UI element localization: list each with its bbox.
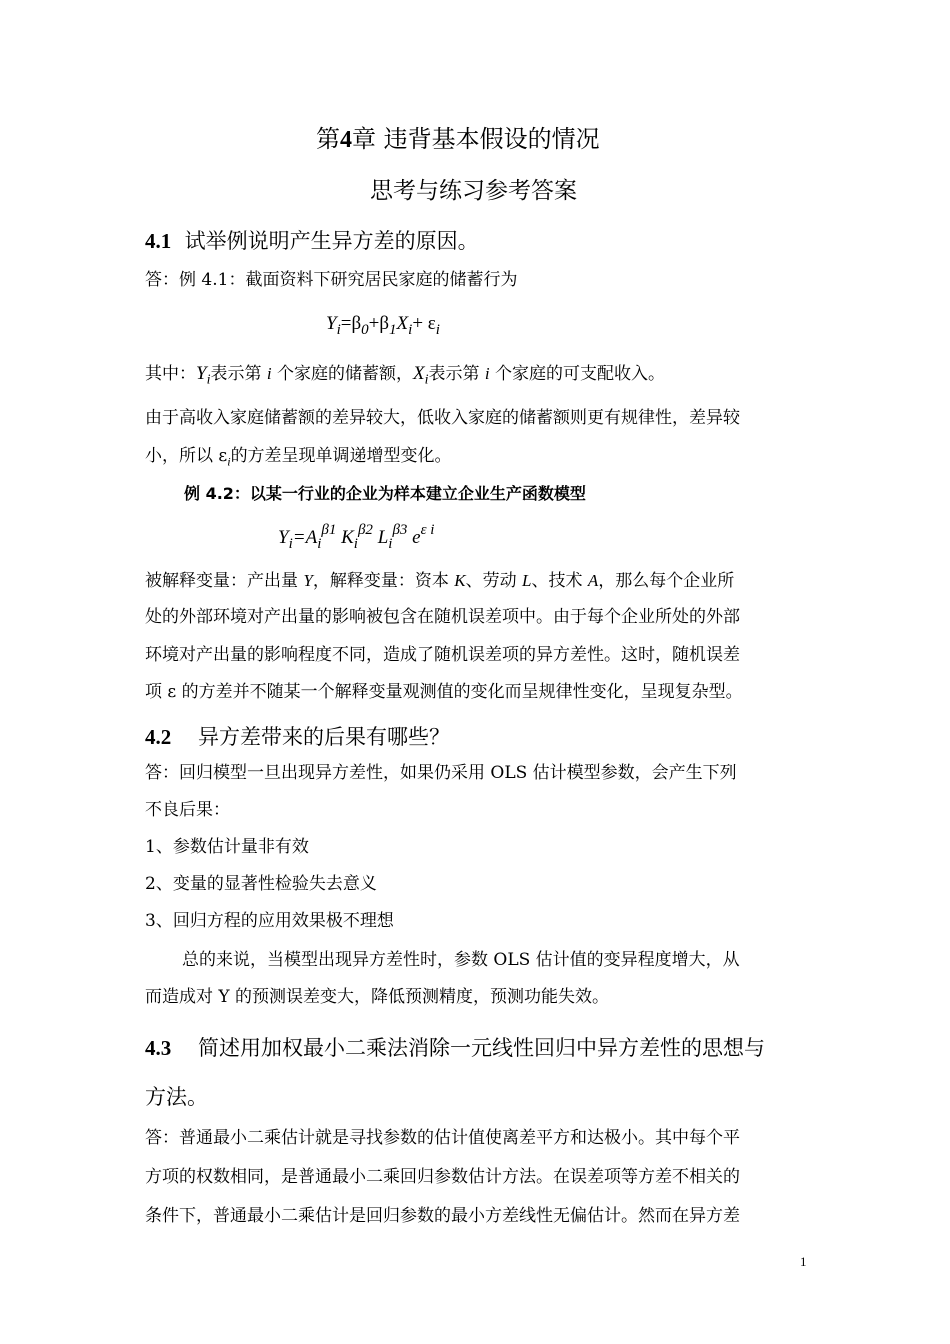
question-text-continued: 方法。 — [145, 1085, 208, 1109]
question-4-2 — [145, 721, 450, 751]
formula-production: $Y_i=A_i^{\beta 1}$ $K_i^{\beta 2}$ $L_i^{\beta 3}$ $e^{\varepsilon i}$ — [278, 522, 435, 552]
question-4-1 — [145, 225, 479, 255]
example-heading: 例 4.2：以某一行业的企业为样本建立企业生产函数模型 — [184, 484, 586, 503]
question-text: 试举例说明产生异方差的原因。 — [184, 229, 479, 253]
title-rest: 章 违背基本假设的情况 — [352, 125, 600, 153]
paragraph-line: 环境对产出量的影响程度不同，造成了随机误差项的异方差性。这时，随机误差 — [145, 645, 740, 665]
title-number: 4 — [340, 127, 352, 153]
question-4-3 — [145, 1032, 765, 1062]
paragraph-line: 处的外部环境对产出量的影响被包含在随机误差项中。由于每个企业所处的外部 — [145, 607, 740, 627]
page-number: 1 — [800, 1254, 807, 1269]
paragraph-line: 小，所以 $\varepsilon_i$的方差呈现单调递增型变化。 — [145, 446, 452, 469]
summary-line: 而造成对 Y 的预测误差变大，降低预测精度，预测功能失效。 — [145, 987, 610, 1007]
paragraph-line: 由于高收入家庭储蓄额的差异较大，低收入家庭的储蓄额则更有规律性，差异较 — [145, 408, 740, 428]
question-number: 4.2 — [145, 725, 172, 749]
answer-line: 答：例 4.1：截面资料下研究居民家庭的储蓄行为 — [145, 270, 518, 290]
answer-line: 不良后果： — [145, 800, 230, 820]
answer-line: 答：回归模型一旦出现异方差性，如果仍采用 OLS 估计模型参数，会产生下列 — [145, 763, 737, 783]
question-text: 异方差带来的后果有哪些？ — [197, 725, 450, 749]
title-prefix: 第 — [316, 125, 340, 153]
question-text: 简述用加权最小二乘法消除一元线性回归中异方差性的思想与 — [197, 1036, 765, 1060]
list-item: 3、回归方程的应用效果极不理想 — [145, 911, 394, 931]
answer-line: 条件下，普通最小二乘估计是回归参数的最小方差线性无偏估计。然而在异方差 — [145, 1206, 740, 1226]
paragraph-line: 被解释变量：产出量 Y，解释变量：资本 K、劳动 L、技术 A，那么每个企业所 — [145, 571, 735, 591]
formula-savings: $Y_i=\beta_0+\beta_1X_i+ \varepsilon_i$ — [326, 313, 440, 338]
answer-line: 答：普通最小二乘估计就是寻找参数的估计值使离差平方和达极小。其中每个平 — [145, 1128, 740, 1148]
chapter-title — [316, 119, 600, 154]
where-line: 其中：$Y_i$表示第 i 个家庭的储蓄额，$X_i$表示第 i 个家庭的可支配收入。 — [145, 363, 666, 388]
list-item: 1、参数估计量非有效 — [145, 837, 309, 857]
answer-line: 方项的权数相同，是普通最小二乘回归参数估计方法。在误差项等方差不相关的 — [145, 1167, 740, 1187]
subtitle: 思考与练习参考答案 — [370, 178, 577, 204]
paragraph-line: 项 ε 的方差并不随某一个解释变量观测值的变化而呈规律性变化，呈现复杂型。 — [145, 682, 743, 702]
summary-line: 总的来说，当模型出现异方差性时，参数 OLS 估计值的变异程度增大，从 — [182, 950, 740, 970]
list-item: 2、变量的显著性检验失去意义 — [145, 874, 377, 894]
question-number: 4.3 — [145, 1036, 172, 1060]
question-number: 4.1 — [145, 229, 172, 253]
